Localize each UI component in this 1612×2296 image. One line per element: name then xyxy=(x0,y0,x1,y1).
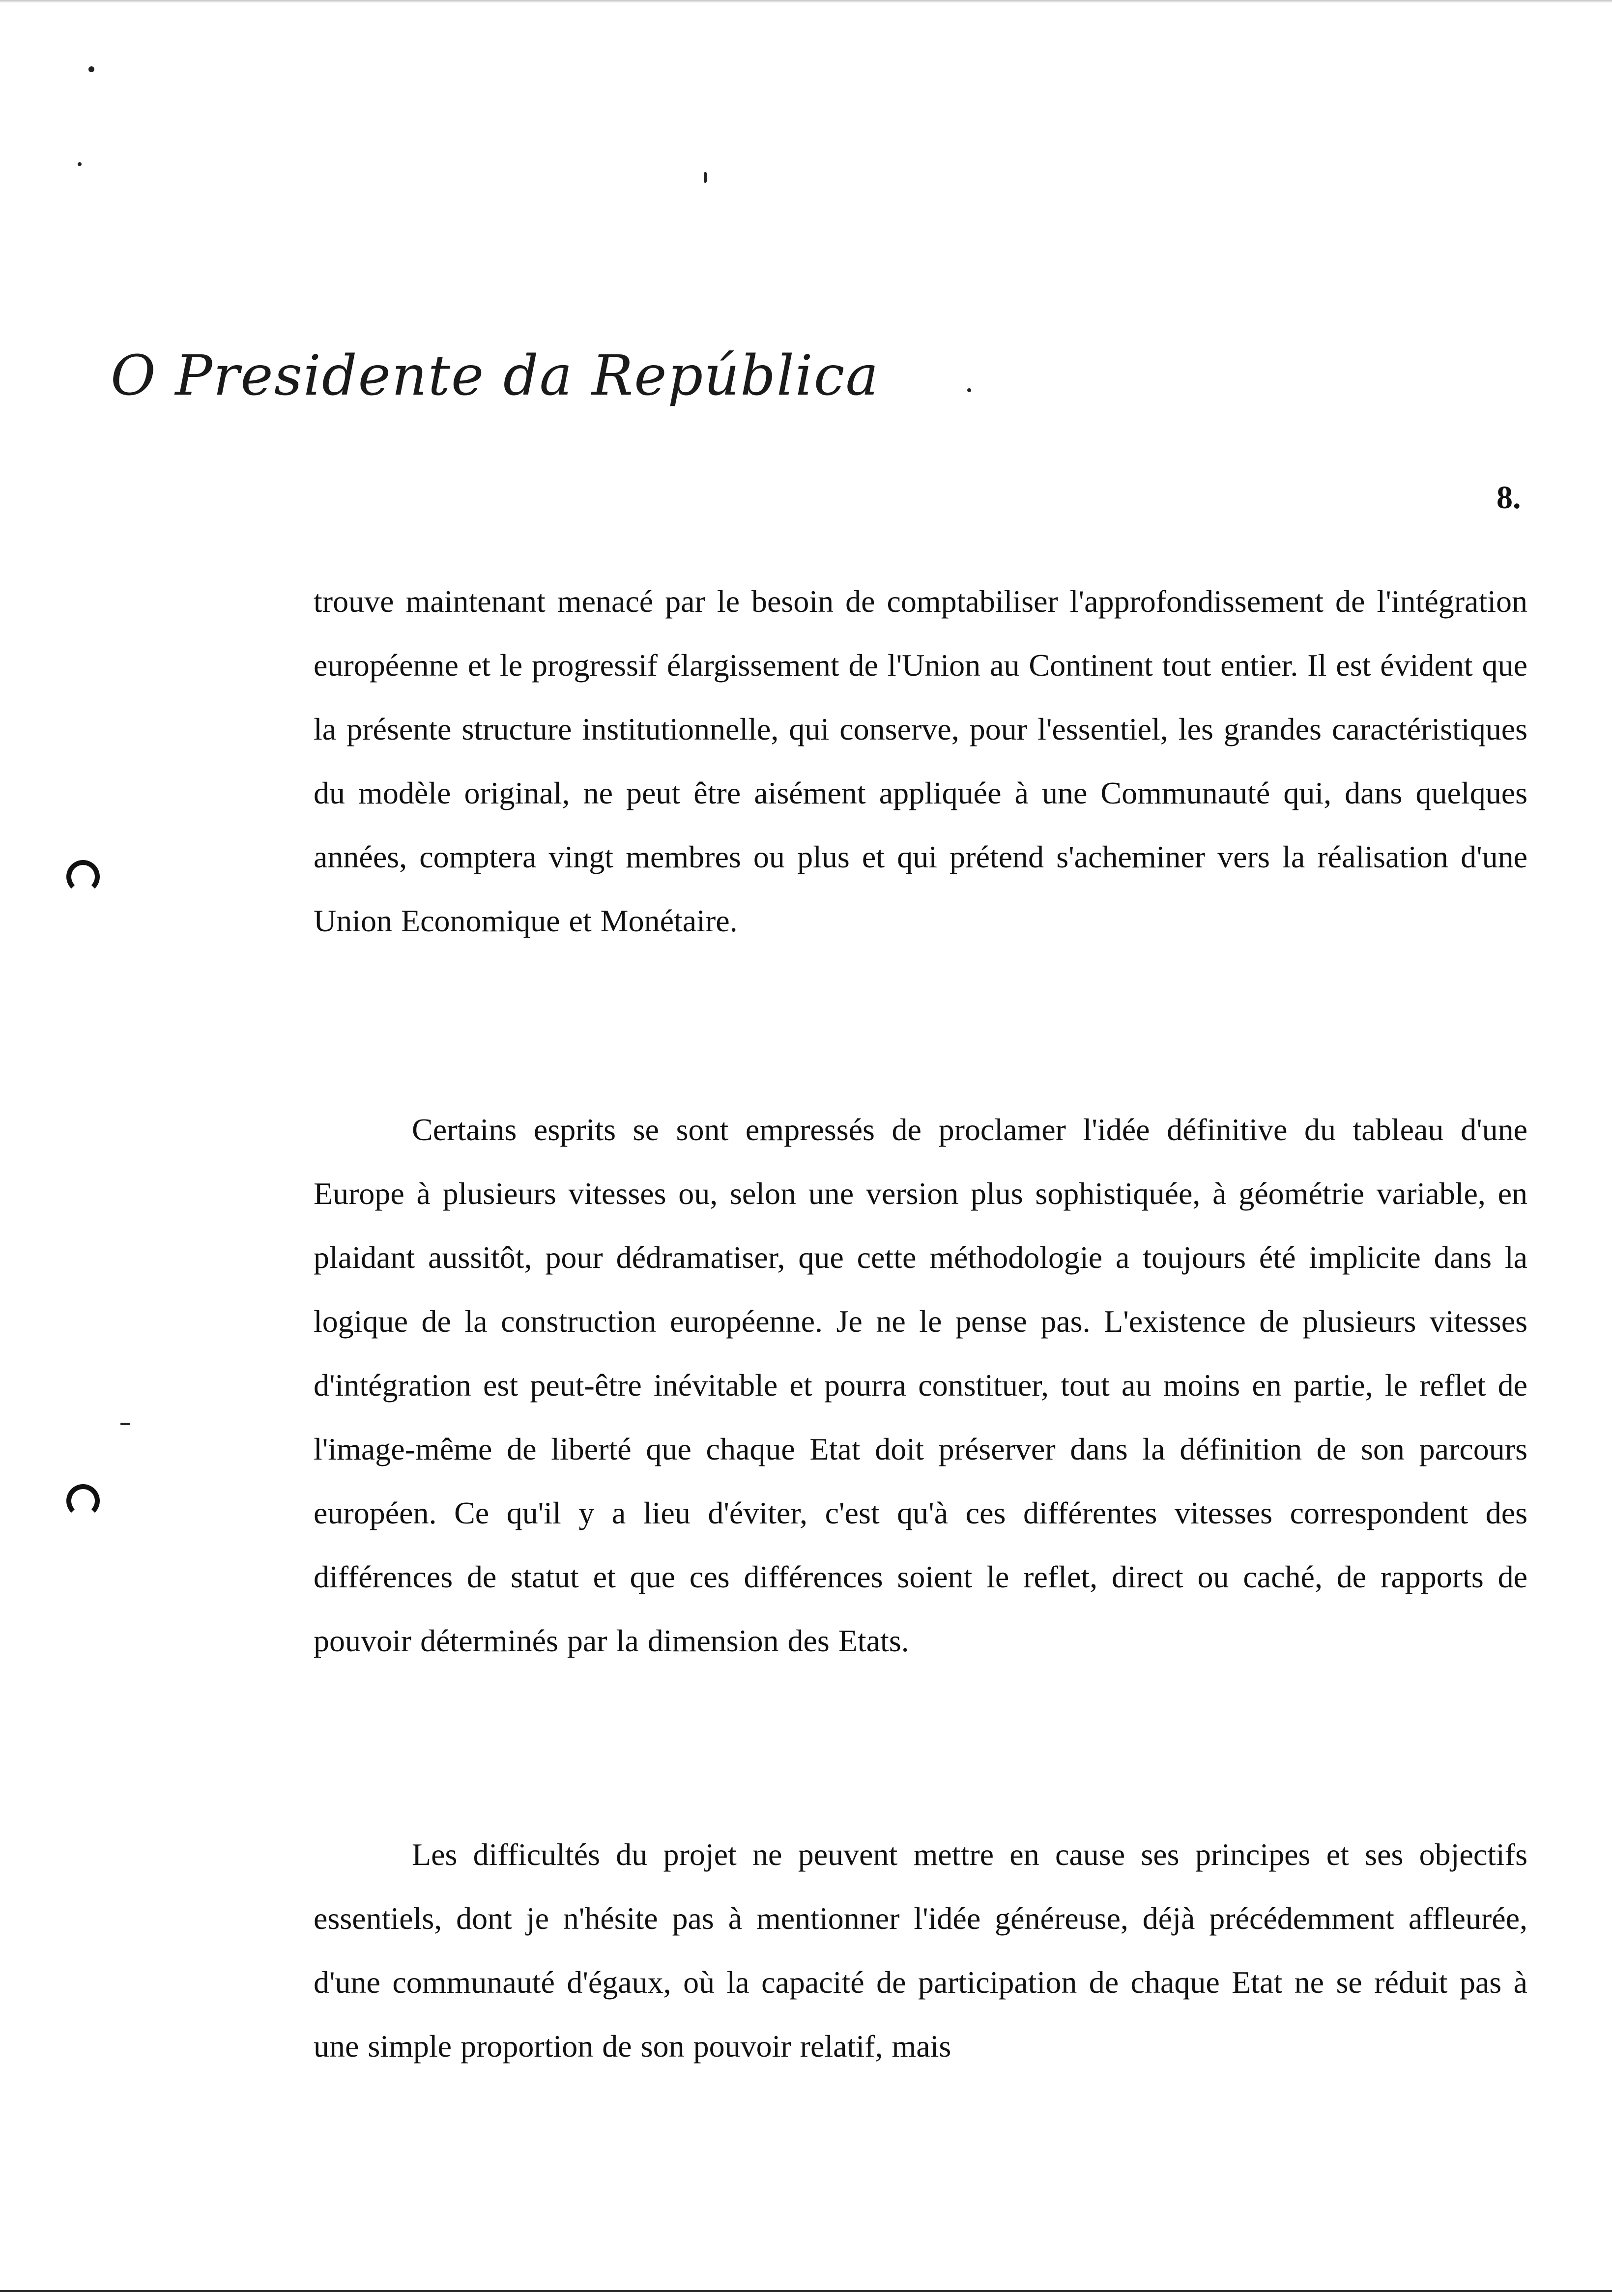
paragraph: trouve maintenant menacé par le besoin de comptabiliser l'approfondissement de l'intégration européenne et le progressif élargissement de l'Union au Continent tout entier. Il est évident que la présente structure institutionnelle, qui conserve, pour l'essentiel, les grandes caractéristiques du modèle original, ne peut être aisément appliquée à une Communauté qui, dans quelques années, comptera vingt membres ou plus et qui prétend s'acheminer vers la réalisation d'une Union Economique et Monétaire. xyxy=(314,584,1527,938)
punch-hole-mark xyxy=(66,1484,100,1518)
page-number: 8. xyxy=(1497,480,1521,516)
scan-speck xyxy=(704,172,707,183)
paragraph: Les difficultés du projet ne peuvent mettre en cause ses principes et ses objectifs essentiels, dont je n'hésite pas à mentionner l'idée généreuse, déjà précédemment affleurée, d'une communauté d'égaux, où la capacité de participation de chaque Etat ne se réduit pas à une simple proportion de son pouvoir relatif, mais xyxy=(314,1837,1527,2064)
scan-bottom-edge xyxy=(0,2290,1612,2292)
scan-speck xyxy=(967,388,971,392)
scan-top-edge xyxy=(0,0,1612,3)
punch-hole-mark xyxy=(66,860,100,893)
scan-speck xyxy=(78,162,82,166)
scan-speck xyxy=(120,1423,130,1425)
paragraph: Certains esprits se sont empressés de proclamer l'idée définitive du tableau d'une Europe à plusieurs vitesses ou, selon une version plus sophistiquée, à géométrie variable, en plaidant aussitôt, pour dédramatiser, que cette méthodologie a toujours été implicite dans la logique de la construction européenne. Je ne le pense pas. L'existence de plusieurs vitesses d'intégration est peut-être inévitable et pourra constituer, tout au moins en partie, le reflet de l'image-même de liberté que chaque Etat doit préserver dans la définition de son parcours européen. Ce qu'il y a lieu d'éviter, c'est qu'à ces différentes vitesses correspondent des différences de statut et que ces différences soient le reflet, direct ou caché, de rapports de pouvoir déterminés par la dimension des Etats. xyxy=(314,1112,1527,1658)
scan-speck xyxy=(88,66,94,72)
letterhead: O Presidente da República xyxy=(111,344,880,408)
